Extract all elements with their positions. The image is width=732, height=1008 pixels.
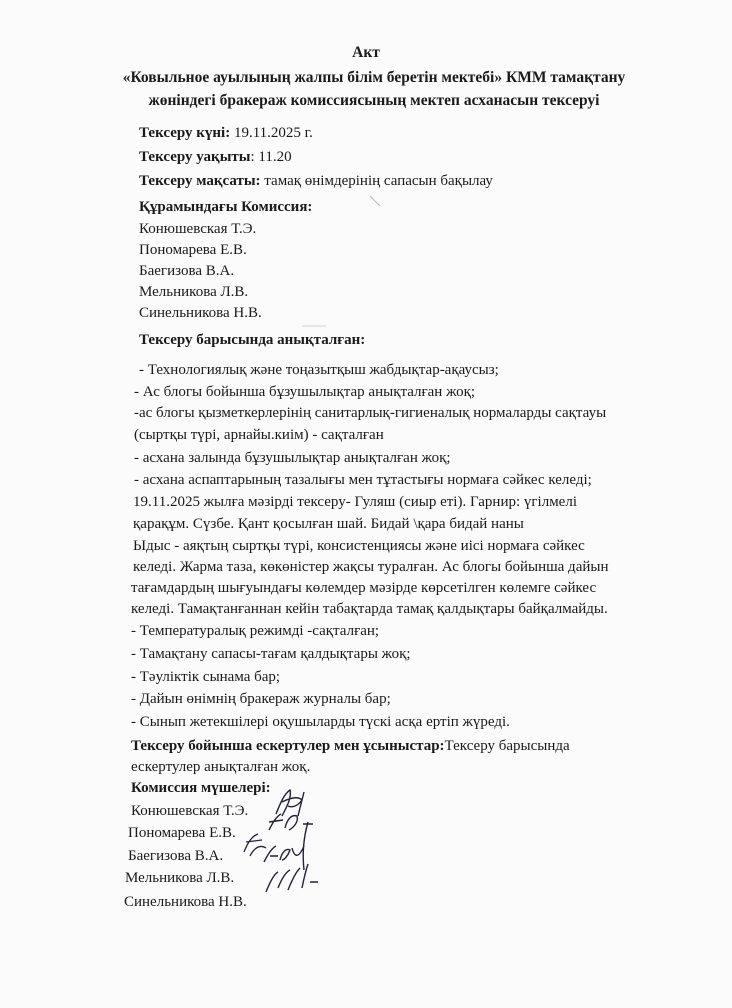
- purpose-value: тамақ өнімдерінің сапасын бақылау: [260, 173, 493, 189]
- finding-line: - Дайын өнімнің бракераж журналы бар;: [131, 691, 391, 707]
- handwritten-signature-5: [262, 858, 322, 900]
- commission-member: Синельникова Н.В.: [139, 305, 262, 321]
- finding-line: келеді. Тамақтанғаннан кейін табақтарда тамақ қалдықтары байқалмайды.: [131, 601, 608, 617]
- remarks-value: Тексеру барысында: [444, 738, 570, 754]
- date-value: 19.11.2025 г.: [230, 125, 313, 141]
- commission-member: Пономарева Е.В.: [139, 242, 247, 258]
- finding-line: - асхана аспаптарының тазалығы мен тұтастығы нормаға сәйкес келеді;: [134, 472, 592, 488]
- finding-line: - Технологиялық және тоңазытқыш жабдықтар-ақаусыз;: [139, 362, 499, 378]
- finding-line: - Температуралық режимді -сақталған;: [131, 623, 380, 639]
- signature-member: Синельникова Н.В.: [124, 894, 247, 910]
- commission-member: Мельникова Л.В.: [139, 284, 249, 300]
- finding-line: - Ас блогы бойынша бұзушылықтар анықталған жоқ;: [134, 384, 476, 400]
- finding-line: - Сынып жетекшілері оқушыларды түскі асқа ертіп жүреді.: [131, 714, 510, 730]
- inspection-purpose: [139, 172, 493, 190]
- commission-member: Конюшевская Т.Э.: [139, 221, 257, 237]
- finding-line: келеді. Жарма таза, көкөністер жақсы туралған. Ас блогы бойынша дайын: [133, 559, 609, 575]
- finding-line: Ыдыс - аяқтың сыртқы түрі, консистенциясы және иісі нормаға сәйкес: [133, 538, 585, 554]
- doc-subtitle-line2: жөніндегі бракераж комиссиясының мектеп асханасын тексеруі: [148, 92, 600, 109]
- finding-line: - асхана залында бұзушылықтар анықталған жоқ;: [134, 450, 451, 466]
- remarks-label: Тексеру бойынша ескертулер мен ұсыныстар:: [131, 738, 445, 754]
- signature-member: Пономарева Е.В.: [128, 825, 236, 841]
- time-label: Тексеру уақыты: [139, 149, 251, 165]
- remarks: [131, 737, 570, 755]
- signatures-heading: Комиссия мүшелері:: [131, 780, 271, 796]
- finding-line: (сыртқы түрі, арнайы.киім) - сақталған: [134, 427, 384, 443]
- signature-member: Баегизова В.А.: [128, 848, 224, 864]
- finding-line: - Тамақтану сапасы-тағам қалдықтары жоқ;: [131, 646, 411, 662]
- finding-line: тағамдардың шығуындағы көлемдер мәзірде көрсетілген көлемге сәйкес: [131, 580, 597, 596]
- scan-mark: [368, 194, 384, 210]
- inspection-time: [139, 148, 292, 166]
- signature-member: Мельникова Л.В.: [125, 870, 235, 886]
- inspection-date: [139, 124, 313, 142]
- finding-line: -ас блогы қызметкерлерінің санитарлық-гигиеналық нормаларды сақтауы: [134, 405, 607, 421]
- commission-heading: Құрамындағы Комиссия:: [139, 199, 313, 215]
- finding-line: 19.11.2025 жылға мәзірді тексеру- Гуляш (сиыр еті). Гарнир: үгілмелі: [133, 494, 577, 510]
- scan-mark: [300, 322, 330, 330]
- finding-line: - Тәуліктік сынама бар;: [131, 669, 281, 685]
- time-value: : 11.20: [250, 149, 292, 165]
- date-label: Тексеру күні:: [139, 125, 231, 141]
- purpose-label: Тексеру мақсаты:: [139, 173, 261, 189]
- doc-title: Акт: [352, 44, 380, 61]
- finding-line: қарақұм. Сүзбе. Қант қосылған шай. Бидай \қара бидай наны: [133, 516, 524, 532]
- commission-member: Баегизова В.А.: [139, 263, 235, 279]
- remarks-continuation: ескертулер анықталған жоқ.: [131, 759, 311, 775]
- findings-heading: Тексеру барысында анықталған:: [139, 332, 366, 348]
- signature-member: Конюшевская Т.Э.: [131, 803, 249, 819]
- doc-subtitle-line1: «Ковыльное ауылының жалпы білім беретін мектебі» КММ тамақтану: [122, 69, 626, 86]
